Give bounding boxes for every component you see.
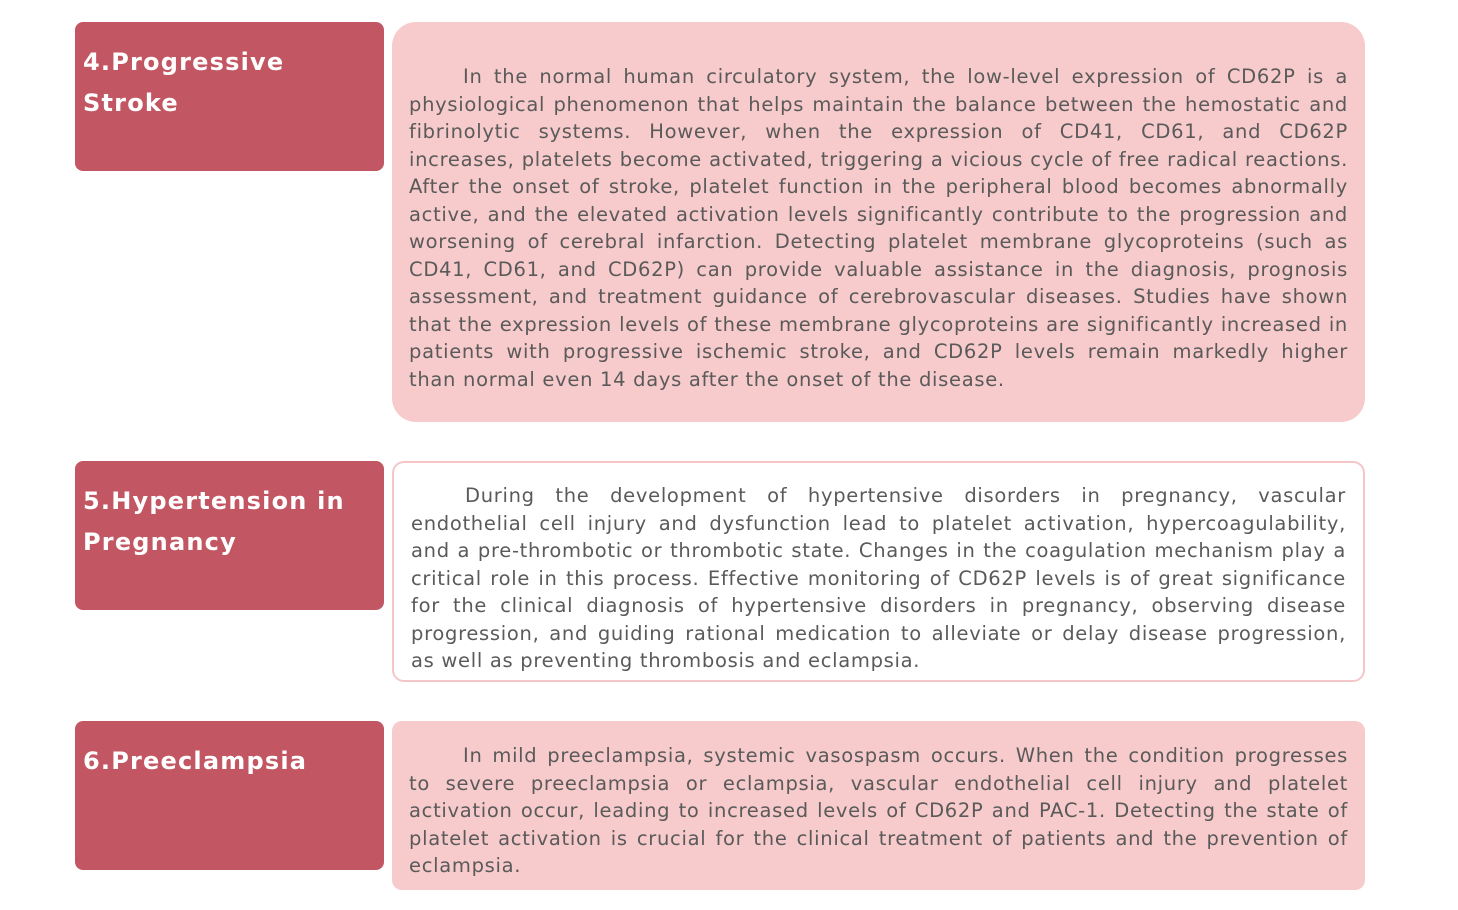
section-title-text: 4.Progressive Stroke [83, 48, 285, 117]
section-title-progressive-stroke [75, 22, 384, 171]
section-paragraph: During the development of hypertensive disorders in pregnancy, vascular endothelial cell injury and dysfunction lead to platelet activation, hypercoagulability, and a pre-thrombotic or thrombotic state. Changes in the coagulation mechanism play a critical role in this process. Effective monitoring of CD62P levels is of great significance for the clinical diagnosis of hypertensive disorders in pregnancy, observing disease progression, and guiding rational medication to alleviate or delay disease progression, as well as preventing thrombosis and eclampsia. [411, 484, 1346, 672]
section-body-preeclampsia [392, 721, 1365, 890]
section-paragraph: In the normal human circulatory system, the low-level expression of CD62P is a physiological phenomenon that helps maintain the balance between the hemostatic and fibrinolytic systems. However, when the expression of CD41, CD61, and CD62P increases, platelets become activated, triggering a vicious cycle of free radical reactions. After the onset of stroke, platelet function in the peripheral blood becomes abnormally active, and the elevated activation levels significantly contribute to the progression and worsening of cerebral infarction. Detecting platelet membrane glycoproteins (such as CD41, CD61, and CD62P) can provide valuable assistance in the diagnosis, prognosis assessment, and treatment guidance of cerebrovascular diseases. Studies have shown that the expression levels of these membrane glycoproteins are significantly increased in patients with progressive ischemic stroke, and CD62P levels remain markedly higher than normal even 14 days after the onset of the disease. [409, 65, 1348, 391]
section-body-hypertension-in-pregnancy [392, 461, 1365, 682]
section-title-preeclampsia [75, 721, 384, 870]
section-body-progressive-stroke [392, 22, 1365, 422]
section-paragraph: In mild preeclampsia, systemic vasospasm occurs. When the condition progresses to severe preeclampsia or eclampsia, vascular endothelial cell injury and platelet activation occur, leading to increased levels of CD62P and PAC-1. Detecting the state of platelet activation is crucial for the clinical treatment of patients and the prevention of eclampsia. [409, 744, 1348, 877]
section-title-text: 5.Hypertension in Pregnancy [83, 487, 345, 556]
section-title-text: 6.Preeclampsia [83, 747, 308, 775]
section-title-hypertension-in-pregnancy [75, 461, 384, 610]
